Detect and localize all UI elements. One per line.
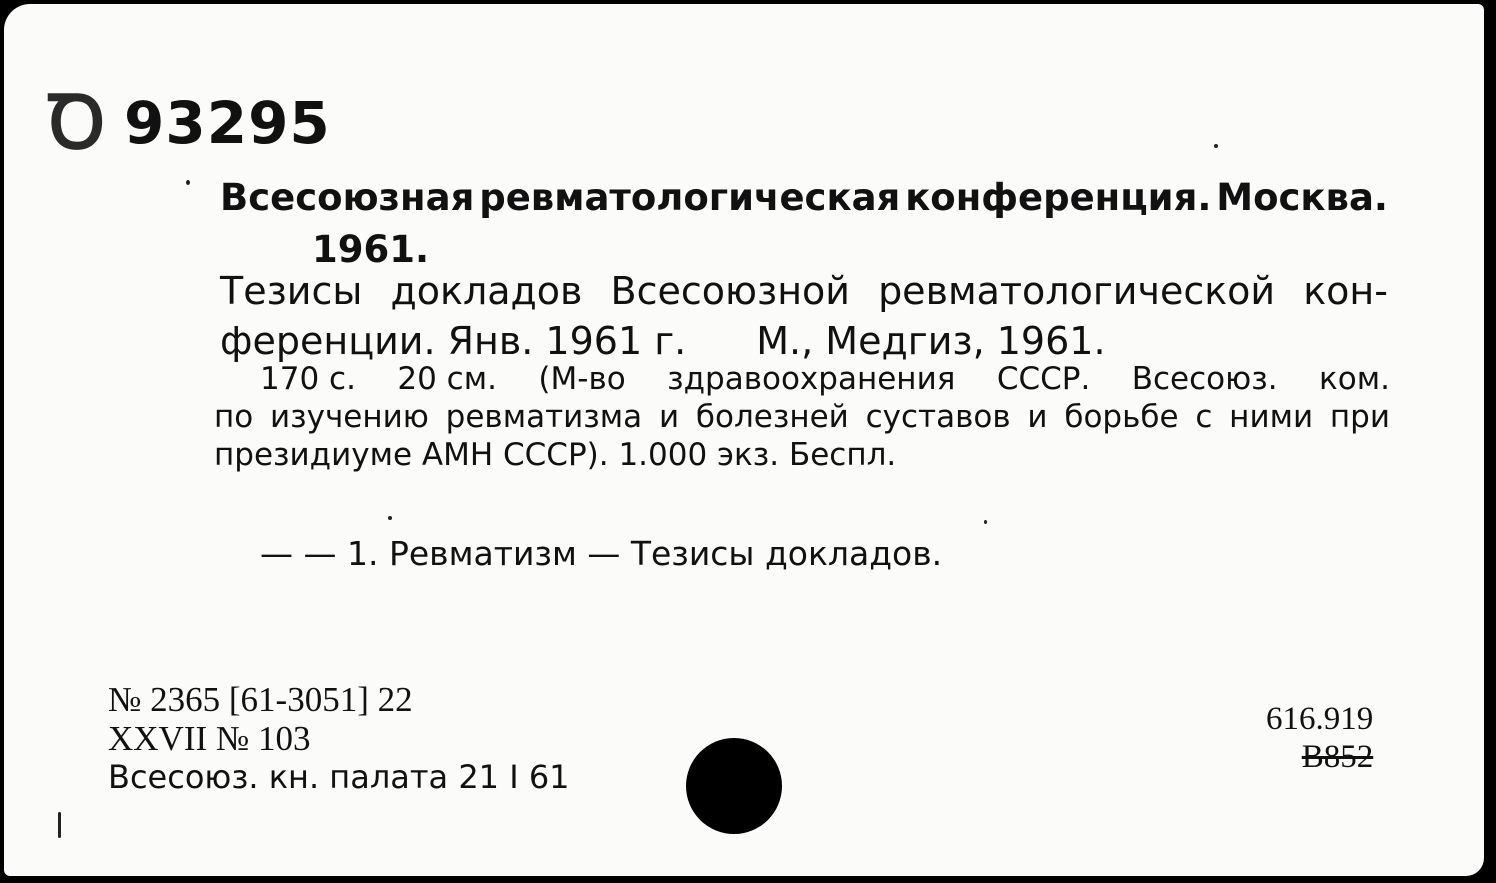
chamber-date: Всесоюз. кн. палата 21 I 61 (108, 758, 570, 796)
desc-word: СССР. (996, 361, 1091, 397)
desc-line-1 (214, 360, 1390, 398)
desc-word: и (658, 399, 680, 435)
desc-line-3: президиуме АМН СССР). 1.000 экз. Беспл. (214, 437, 897, 473)
desc-word: борьбе (1064, 399, 1179, 435)
ink-speck (984, 520, 987, 524)
author-mark: В852 (1301, 739, 1374, 775)
pen-mark (58, 812, 61, 838)
title-line-1 (220, 266, 1388, 316)
desc-word: и (1027, 399, 1048, 435)
desc-word: по (214, 399, 254, 435)
volume-number: XXVII № 103 (108, 719, 311, 758)
desc-word: суставов (865, 399, 1011, 435)
classification-mark (1266, 700, 1373, 776)
udc-number: 616.919 (1266, 701, 1374, 737)
desc-word: ревматизма (445, 399, 643, 435)
ink-speck (186, 180, 190, 185)
registry-number: № 2365 [61-3051] 22 (108, 680, 413, 719)
catalog-card (4, 4, 1484, 876)
subject-heading: — — 1. Ревматизм — Тезисы докладов. (260, 534, 943, 573)
desc-word: с (1195, 399, 1213, 435)
desc-word: 170 с. (260, 361, 356, 397)
title-block (220, 266, 1388, 366)
heading-word: Всесоюзная (220, 176, 475, 219)
punch-hole (686, 738, 782, 834)
ink-speck (388, 516, 392, 520)
title-word: Тезисы (220, 269, 363, 313)
heading-word: конференция. (905, 176, 1212, 219)
footer-registry (108, 680, 570, 797)
stamp-number: 93295 (124, 89, 331, 157)
physical-description (214, 360, 1390, 474)
desc-word: ними (1229, 399, 1314, 435)
imprint: М., Медгиз, 1961. (756, 319, 1106, 363)
stamp-letter: Ꝺ (48, 80, 102, 166)
desc-word: ком. (1319, 361, 1390, 397)
desc-word: изучению (270, 399, 429, 435)
title-word: кон- (1303, 269, 1388, 313)
ink-speck (1214, 144, 1218, 148)
desc-word: (М-во (538, 361, 626, 397)
title-word: докладов (390, 269, 583, 313)
title-word: ревматологической (878, 269, 1276, 313)
heading-entry (220, 172, 1388, 276)
desc-word: здравоохранения (667, 361, 956, 397)
heading-word: Москва. (1216, 176, 1388, 219)
desc-word: болезней (695, 399, 849, 435)
desc-line-2 (214, 398, 1390, 436)
heading-line-1 (220, 172, 1388, 224)
title-word: Всесоюзной (610, 269, 850, 313)
title-line-2 (220, 316, 1388, 366)
desc-word: Всесоюз. (1131, 361, 1278, 397)
title-date: ференции. Янв. 1961 г. (220, 319, 687, 363)
heading-line-2: 1961. (312, 228, 430, 271)
desc-word: 20 см. (397, 361, 497, 397)
desc-word: при (1329, 399, 1390, 435)
heading-word: ревматологическая (479, 176, 901, 219)
